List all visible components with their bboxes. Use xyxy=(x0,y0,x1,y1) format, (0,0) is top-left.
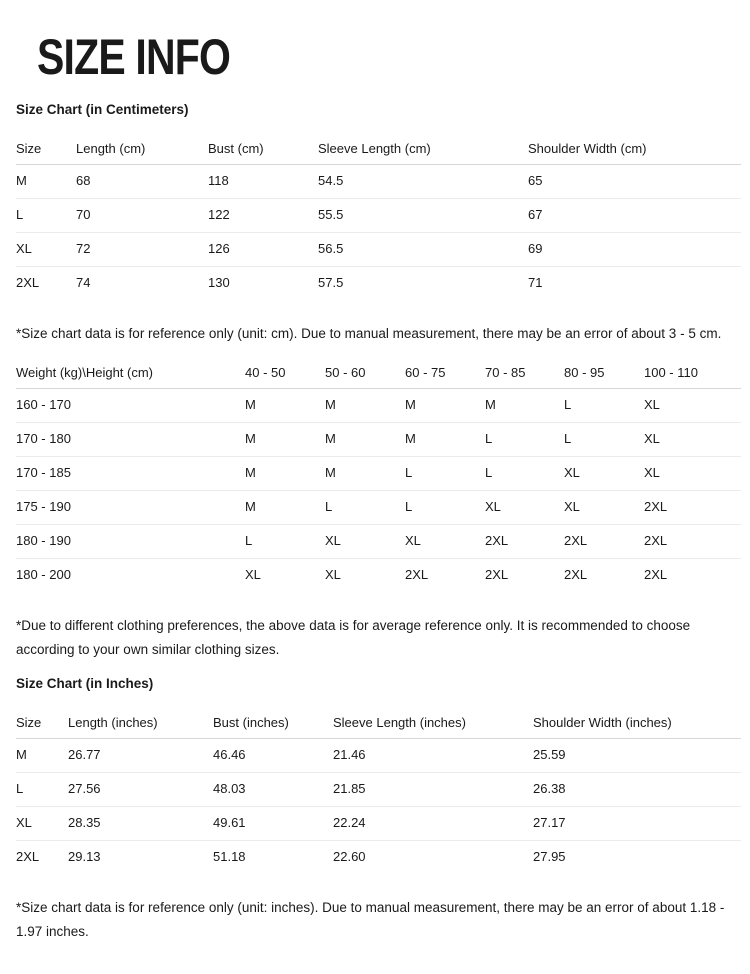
table-cell: 71 xyxy=(528,275,543,291)
column-header-weight-range: 80 - 95 xyxy=(564,362,644,389)
table-row xyxy=(16,267,741,301)
column-header-weight-range: 70 - 85 xyxy=(485,362,564,389)
size-cell: L xyxy=(564,389,644,423)
column-header-size: Size xyxy=(16,138,76,165)
column-header-bust: Bust (cm) xyxy=(208,138,318,165)
row-label: XL xyxy=(16,233,76,267)
header-row xyxy=(16,362,741,389)
row-label: M xyxy=(16,165,76,199)
row-label: M xyxy=(16,739,68,773)
size-cell: 2XL xyxy=(564,567,588,583)
size-cell: L xyxy=(405,491,485,525)
table-cell: 72 xyxy=(76,233,208,267)
size-cell: L xyxy=(485,457,564,491)
table-row xyxy=(16,199,741,233)
size-cell: XL xyxy=(325,567,341,583)
column-header-size: Size xyxy=(16,712,68,739)
table-row xyxy=(16,841,741,875)
table-row xyxy=(16,773,741,807)
column-header-bust: Bust (inches) xyxy=(213,712,333,739)
table-cell: 28.35 xyxy=(68,807,213,841)
table-row xyxy=(16,807,741,841)
table-cell: 49.61 xyxy=(213,807,333,841)
table-cell: 67 xyxy=(528,199,741,233)
column-header-weight-range: 100 - 110 xyxy=(644,362,741,389)
table-cell: 29.13 xyxy=(68,849,101,865)
table-cell: 25.59 xyxy=(533,739,741,773)
table-cell: 22.24 xyxy=(333,807,533,841)
size-cell: 2XL xyxy=(644,491,741,525)
table-row xyxy=(16,423,741,457)
row-label-height-range: 160 - 170 xyxy=(16,389,245,423)
row-label-height-range: 180 - 200 xyxy=(16,567,71,583)
row-label: L xyxy=(16,199,76,233)
table-cell: 26.77 xyxy=(68,739,213,773)
size-cell: M xyxy=(325,389,405,423)
table-cell: 69 xyxy=(528,233,741,267)
size-cell: M xyxy=(245,423,325,457)
table-cell: 118 xyxy=(208,165,318,199)
table-cell: 57.5 xyxy=(318,275,344,291)
table-cell: 21.46 xyxy=(333,739,533,773)
size-cell: M xyxy=(485,389,564,423)
size-cell: M xyxy=(245,389,325,423)
size-cell: 2XL xyxy=(644,525,741,559)
table-cell: 55.5 xyxy=(318,199,528,233)
table-row xyxy=(16,491,741,525)
table-cell: 126 xyxy=(208,233,318,267)
size-cell: XL xyxy=(325,525,405,559)
size-cell: M xyxy=(245,491,325,525)
table-row xyxy=(16,525,741,559)
size-cell: L xyxy=(405,457,485,491)
size-cell: 2XL xyxy=(405,567,429,583)
table-cell: 74 xyxy=(76,275,91,291)
size-recommendation-table xyxy=(16,362,741,592)
column-header-shoulder: Shoulder Width (cm) xyxy=(528,138,741,165)
note-inches-disclaimer: *Size chart data is for reference only (unit: inches). Due to manual measurement, there may be an error of about 1.18 - 1.97 inches. xyxy=(16,900,725,940)
size-cell: M xyxy=(245,457,325,491)
size-cell: XL xyxy=(644,457,741,491)
table-cell: 56.5 xyxy=(318,233,528,267)
table-cell: 68 xyxy=(76,165,208,199)
size-cell: L xyxy=(564,423,644,457)
size-cell: 2XL xyxy=(485,567,509,583)
table-row xyxy=(16,233,741,267)
size-cell: M xyxy=(325,423,405,457)
row-label: 2XL xyxy=(16,275,40,291)
size-cell: XL xyxy=(564,491,644,525)
header-row xyxy=(16,138,741,165)
size-cell: 2XL xyxy=(644,567,668,583)
size-cell: XL xyxy=(245,567,261,583)
table-row xyxy=(16,457,741,491)
table-cell: 54.5 xyxy=(318,165,528,199)
note-cm-disclaimer: *Size chart data is for reference only (unit: cm). Due to manual measurement, there may be an error of about 3 - 5 cm. xyxy=(16,326,722,342)
table-cell: 27.56 xyxy=(68,773,213,807)
size-cell: L xyxy=(485,423,564,457)
column-header-weight-range: 50 - 60 xyxy=(325,362,405,389)
size-chart-inches-table xyxy=(16,712,741,874)
note-fit-disclaimer: *Due to different clothing preferences, the above data is for average reference only. It is recommended to choose according to your own similar clothing sizes. xyxy=(16,618,691,658)
size-cell: XL xyxy=(564,457,644,491)
table-row xyxy=(16,165,741,199)
size-info-page xyxy=(0,29,750,974)
table-row xyxy=(16,559,741,593)
row-label: 2XL xyxy=(16,849,40,865)
row-label: L xyxy=(16,773,68,807)
row-label-height-range: 170 - 185 xyxy=(16,457,245,491)
table-cell: 22.60 xyxy=(333,849,366,865)
column-header-weight-range: 60 - 75 xyxy=(405,362,485,389)
page-title: SIZE INFO xyxy=(37,29,231,85)
table-cell: 21.85 xyxy=(333,773,533,807)
row-label-height-range: 180 - 190 xyxy=(16,525,245,559)
row-label: XL xyxy=(16,807,68,841)
section-title-inches: Size Chart (in Inches) xyxy=(16,676,154,692)
size-cell: M xyxy=(405,389,485,423)
column-header-weight-range: 40 - 50 xyxy=(245,362,325,389)
size-cell: 2XL xyxy=(564,525,644,559)
size-cell: L xyxy=(245,525,325,559)
table-cell: 70 xyxy=(76,199,208,233)
size-cell: XL xyxy=(405,525,485,559)
column-header-length: Length (inches) xyxy=(68,712,213,739)
size-cell: M xyxy=(325,457,405,491)
table-cell: 27.17 xyxy=(533,807,741,841)
table-row xyxy=(16,739,741,773)
table-cell: 130 xyxy=(208,275,230,291)
size-cell: XL xyxy=(644,423,741,457)
table-cell: 51.18 xyxy=(213,849,246,865)
table-cell: 46.46 xyxy=(213,739,333,773)
table-cell: 65 xyxy=(528,165,741,199)
row-label-height-range: 175 - 190 xyxy=(16,491,245,525)
table-row xyxy=(16,389,741,423)
column-header-weight-height: Weight (kg)\Height (cm) xyxy=(16,362,245,389)
size-cell: XL xyxy=(485,491,564,525)
row-label-height-range: 170 - 180 xyxy=(16,423,245,457)
size-cell: 2XL xyxy=(485,525,564,559)
column-header-shoulder: Shoulder Width (inches) xyxy=(533,712,741,739)
size-cell: L xyxy=(325,491,405,525)
table-cell: 48.03 xyxy=(213,773,333,807)
table-cell: 26.38 xyxy=(533,773,741,807)
column-header-length: Length (cm) xyxy=(76,138,208,165)
column-header-sleeve: Sleeve Length (cm) xyxy=(318,138,528,165)
column-header-sleeve: Sleeve Length (inches) xyxy=(333,712,533,739)
size-cell: M xyxy=(405,423,485,457)
table-cell: 122 xyxy=(208,199,318,233)
header-row xyxy=(16,712,741,739)
size-chart-cm-table xyxy=(16,138,741,300)
size-cell: XL xyxy=(644,389,741,423)
table-cell: 27.95 xyxy=(533,849,566,865)
section-title-cm: Size Chart (in Centimeters) xyxy=(16,102,189,117)
